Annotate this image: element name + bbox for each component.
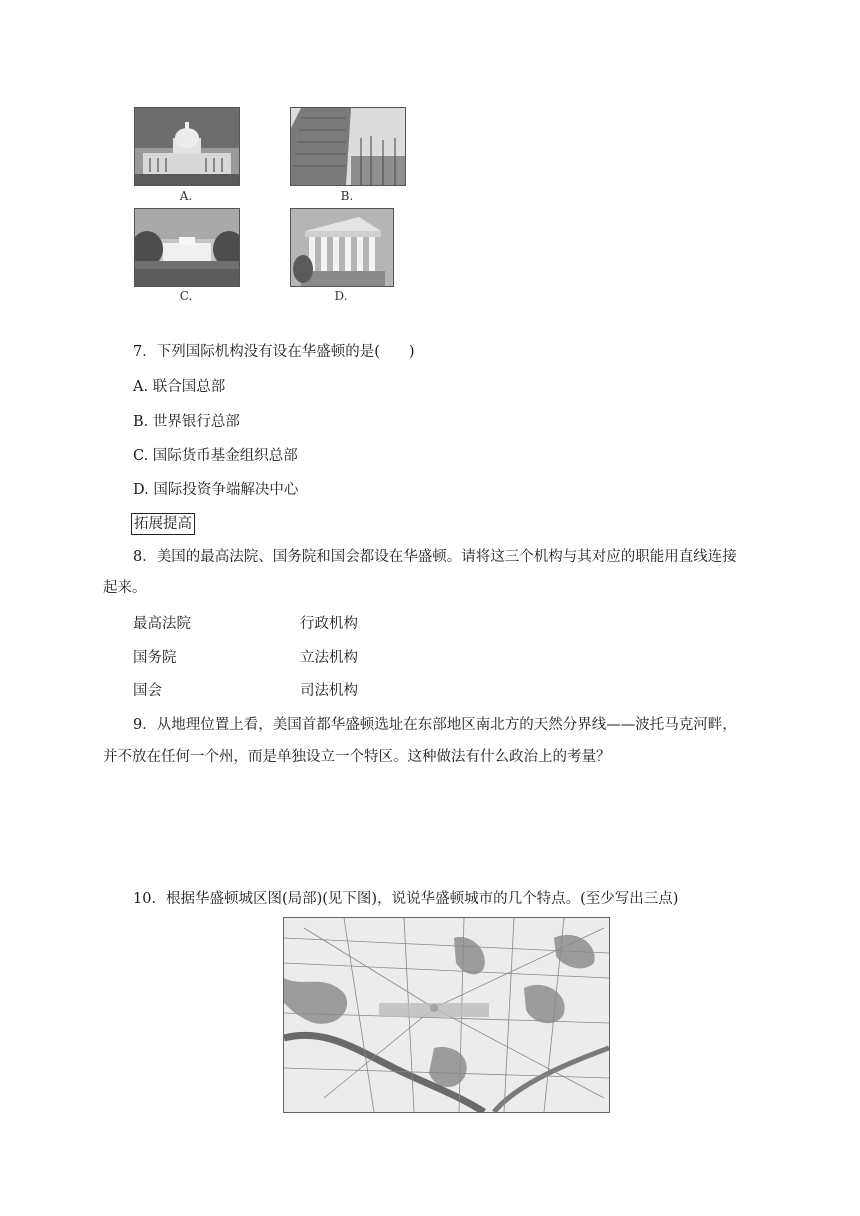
photo-caption-b: B. bbox=[340, 189, 354, 203]
photo-b bbox=[290, 107, 406, 186]
q8-right-1: 行政机构 bbox=[300, 616, 358, 632]
q7-question: 7．下列国际机构没有设在华盛顿的是( ) bbox=[133, 344, 415, 360]
q10-question: 10．根据华盛顿城区图(局部)(见下图)，说说华盛顿城市的几个特点。(至少写出三点) bbox=[133, 891, 679, 907]
q7-option-d: D. 国际投资争端解决中心 bbox=[133, 482, 299, 498]
q8-line1: 8．美国的最高法院、国务院和国会都设在华盛顿。请将这三个机构与其对应的职能用直线连接 bbox=[133, 549, 737, 565]
photo-d bbox=[290, 208, 394, 287]
photo-caption-a: A. bbox=[179, 189, 193, 203]
q7-option-a: A. 联合国总部 bbox=[133, 379, 226, 395]
q7-option-b: B. 世界银行总部 bbox=[133, 414, 240, 430]
q8-line2: 起来。 bbox=[103, 580, 147, 596]
washington-city-map bbox=[283, 917, 610, 1113]
section-label: 拓展提高 bbox=[131, 513, 195, 535]
photo-a bbox=[134, 107, 240, 186]
q9-line2: 并不放在任何一个州，而是单独设立一个特区。这种做法有什么政治上的考量？ bbox=[103, 749, 611, 765]
photo-caption-c: C. bbox=[179, 289, 193, 303]
q9-line1: 9．从地理位置上看，美国首都华盛顿选址在东部地区南北方的天然分界线——波托马克河畔， bbox=[133, 717, 737, 733]
photo-c bbox=[134, 208, 240, 287]
q8-left-2: 国务院 bbox=[133, 650, 177, 666]
q8-left-3: 国会 bbox=[133, 683, 162, 699]
q8-right-2: 立法机构 bbox=[300, 650, 358, 666]
q7-option-c: C. 国际货币基金组织总部 bbox=[133, 448, 298, 464]
q8-left-1: 最高法院 bbox=[133, 616, 191, 632]
q8-right-3: 司法机构 bbox=[300, 683, 358, 699]
photo-caption-d: D. bbox=[334, 289, 348, 303]
